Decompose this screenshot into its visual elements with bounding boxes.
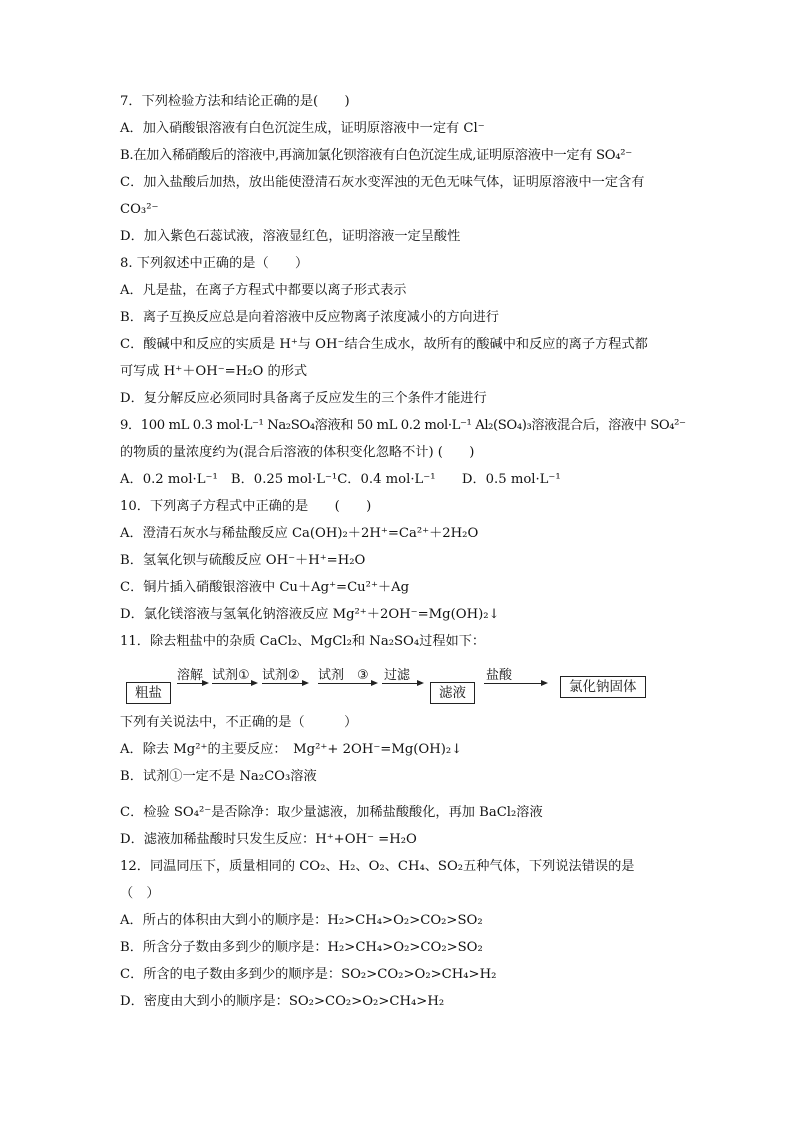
flow-filtrate-box: 滤液 <box>430 682 475 704</box>
q12-option-c: C．所含的电子数由多到少的顺序是：SO₂>CO₂>O₂>CH₄>H₂ <box>120 967 497 982</box>
question-sheet <box>120 93 686 1020</box>
flow-step-filter: 过滤 <box>384 668 411 683</box>
flow-arrow-6 <box>484 683 546 684</box>
q9-stem: 9．100 mL 0.3 mol·L⁻¹ Na₂SO₄溶液和 50 mL 0.2 mol·L⁻¹ Al₂(SO₄)₃溶液混合后，溶液中 SO₄²⁻ <box>120 418 686 433</box>
q8-option-b: B．离子互换反应总是向着溶液中反应物离子浓度减小的方向进行 <box>120 310 499 325</box>
q11-option-c: C．检验 SO₄²⁻是否除净：取少量滤液，加稀盐酸酸化，再加 BaCl₂溶液 <box>120 805 543 820</box>
q10-stem: 10．下列离子方程式中正确的是 ( ) <box>120 499 372 514</box>
q8-option-a: A．凡是盐，在离子方程式中都要以离子形式表示 <box>120 283 407 298</box>
q11-option-b: B．试剂①一定不是 Na₂CO₃溶液 <box>120 769 317 784</box>
q7-option-d: D．加入紫色石蕊试液，溶液显红色，证明溶液一定呈酸性 <box>120 229 461 244</box>
q8-option-d: D．复分解反应必须同时具备离子反应发生的三个条件才能进行 <box>120 391 487 406</box>
q12-option-b: B．所含分子数由多到少的顺序是：H₂>CH₄>O₂>CO₂>SO₂ <box>120 940 483 955</box>
flow-step-hcl: 盐酸 <box>486 668 513 683</box>
q11-subquestion: 下列有关说法中，不正确的是（ ） <box>120 715 358 730</box>
flow-arrow-3 <box>262 683 307 684</box>
q10-option-b: B．氢氧化钡与硫酸反应 OH⁻＋H⁺=H₂O <box>120 553 366 568</box>
flow-arrow-1 <box>177 683 207 684</box>
flow-end-box: 氯化钠固体 <box>560 676 646 698</box>
q7-option-a: A．加入硝酸银溶液有白色沉淀生成，证明原溶液中一定有 Cl⁻ <box>120 121 485 136</box>
q8-option-c-continued: 可写成 H⁺＋OH⁻=H₂O 的形式 <box>120 364 308 379</box>
q11-option-d: D．滤液加稀盐酸时只发生反应：H⁺+OH⁻ =H₂O <box>120 832 417 847</box>
flow-start-box: 粗盐 <box>126 682 171 704</box>
q12-option-a: A．所占的体积由大到小的顺序是：H₂>CH₄>O₂>CO₂>SO₂ <box>120 913 483 928</box>
q11-option-a: A．除去 Mg²⁺的主要反应： Mg²⁺+ 2OH⁻=Mg(OH)₂↓ <box>120 742 463 757</box>
flow-arrow-4 <box>318 683 376 684</box>
q9-stem-continued: 的物质的量浓度约为(混合后溶液的体积变化忽略不计) ( ) <box>120 445 475 460</box>
flow-arrow-2 <box>212 683 256 684</box>
flow-step-dissolve: 溶解 <box>177 668 204 683</box>
flow-step-reagent2: 试剂② <box>262 668 300 683</box>
q10-option-a: A．澄清石灰水与稀盐酸反应 Ca(OH)₂＋2H⁺=Ca²⁺＋2H₂O <box>120 526 479 541</box>
q12-stem-continued: （ ） <box>120 886 160 901</box>
flow-arrow-5 <box>382 683 422 684</box>
q12-option-d: D．密度由大到小的顺序是：SO₂>CO₂>O₂>CH₄>H₂ <box>120 994 445 1009</box>
q12-stem: 12．同温同压下，质量相同的 CO₂、H₂、O₂、CH₄、SO₂五种气体，下列说法错误的是 <box>120 859 635 874</box>
q8-option-c: C．酸碱中和反应的实质是 H⁺与 OH⁻结合生成水，故所有的酸碱中和反应的离子方程式都 <box>120 337 648 352</box>
q9-options: A．0.2 mol·L⁻¹ B．0.25 mol·L⁻¹C．0.4 mol·L⁻¹ D．0.5 mol·L⁻¹ <box>120 472 561 487</box>
q10-option-d: D．氯化镁溶液与氢氧化钠溶液反应 Mg²⁺＋2OH⁻=Mg(OH)₂↓ <box>120 607 500 622</box>
q7-option-b: B.在加入稀硝酸后的溶液中,再滴加氯化钡溶液有白色沉淀生成,证明原溶液中一定有 SO₄²⁻ <box>120 148 632 163</box>
purification-flowchart <box>120 662 680 714</box>
q10-option-c: C．铜片插入硝酸银溶液中 Cu＋Ag⁺=Cu²⁺＋Ag <box>120 580 410 595</box>
q8-stem: 8. 下列叙述中正确的是（ ） <box>120 256 309 271</box>
q11-stem: 11．除去粗盐中的杂质 CaCl₂、MgCl₂和 Na₂SO₄过程如下： <box>120 634 486 649</box>
q7-option-c-continued: CO₃²⁻ <box>120 202 159 217</box>
q7-option-c: C．加入盐酸后加热，放出能使澄清石灰水变浑浊的无色无味气体，证明原溶液中一定含有 <box>120 175 645 190</box>
q7-stem: 7．下列检验方法和结论正确的是( ) <box>120 94 350 109</box>
flow-step-reagent3: 试剂 ③ <box>318 668 369 683</box>
flow-step-reagent1: 试剂① <box>212 668 250 683</box>
